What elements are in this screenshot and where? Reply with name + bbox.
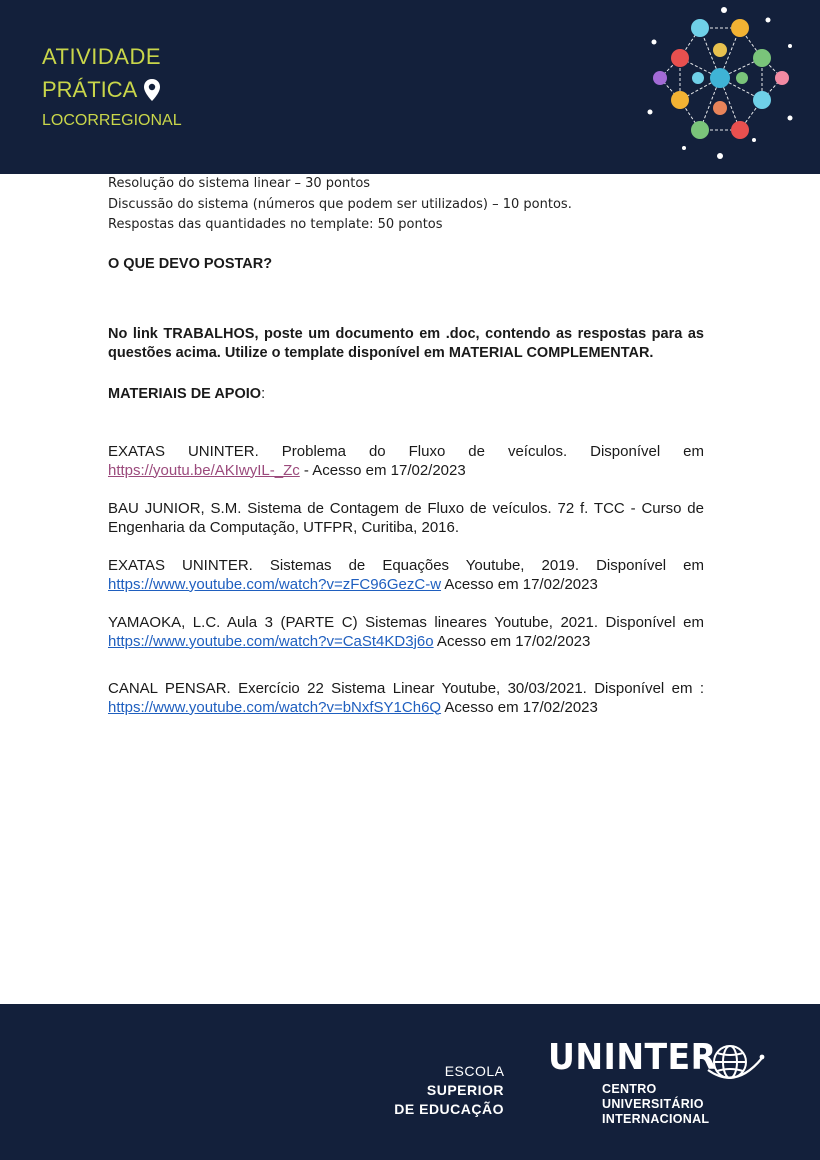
reference-entry	[108, 499, 704, 537]
location-pin-icon	[143, 78, 161, 102]
subtitle-line-1: CENTRO	[602, 1082, 657, 1096]
school-word-educacao: DE EDUCAÇÃO	[394, 1101, 504, 1118]
reference-entry	[108, 679, 704, 717]
reference-text: EXATAS UNINTER. Problema do Fluxo de veículos. Disponível em	[108, 442, 704, 460]
reference-access: Acesso em 17/02/2023	[441, 698, 598, 716]
reference-link[interactable]: https://www.youtube.com/watch?v=zFC96GezC-w	[108, 575, 442, 593]
reference-entry	[108, 613, 704, 651]
header-banner	[0, 0, 820, 174]
reference-text: EXATAS UNINTER. Sistemas de Equações Youtube, 2019. Disponível em	[108, 556, 704, 574]
reference-text: YAMAOKA, L.C. Aula 3 (PARTE C) Sistemas lineares Youtube, 2021. Disponível em	[108, 613, 704, 631]
brand-line-3: LOCORREGIONAL	[42, 112, 182, 129]
social-network-illustration	[640, 0, 820, 174]
subtitle-line-3: INTERNACIONAL	[602, 1112, 710, 1126]
school-line-1	[366, 1062, 504, 1100]
page-content	[108, 176, 704, 717]
subtitle-line-2: UNIVERSITÁRIO	[602, 1097, 704, 1111]
school-name	[366, 1062, 504, 1120]
uninter-logo	[548, 1037, 731, 1078]
uninter-wordmark: UNINTER	[548, 1037, 717, 1078]
reference-access: Acesso em 17/02/2023	[433, 632, 591, 650]
support-heading-colon: :	[261, 385, 266, 402]
grading-criteria	[108, 174, 704, 236]
what-to-post-heading: O QUE DEVO POSTAR?	[108, 255, 273, 272]
reference-access: - Acesso em 17/02/2023	[299, 461, 466, 479]
reference-link[interactable]: https://www.youtube.com/watch?v=CaSt4KD3j6o	[108, 632, 434, 650]
school-line-2	[366, 1100, 504, 1119]
school-word-superior: SUPERIOR	[426, 1082, 504, 1099]
support-materials-heading	[108, 386, 704, 402]
criteria-item: Discussão do sistema (números que podem ser utilizados) – 10 pontos.	[108, 196, 572, 212]
support-materials-title: MATERIAIS DE APOIO	[108, 385, 262, 402]
reference-access: Acesso em 17/02/2023	[441, 575, 598, 593]
brand-line-1: ATIVIDADE	[42, 44, 162, 69]
activity-brand	[42, 46, 182, 129]
reference-link[interactable]: https://www.youtube.com/watch?v=bNxfSY1Ch6Q	[108, 698, 442, 716]
criteria-item: Respostas das quantidades no template: 50 pontos	[108, 217, 443, 232]
brand-line-2	[42, 78, 182, 102]
reference-entry	[108, 556, 704, 594]
reference-entry	[108, 442, 704, 480]
school-word-escola: ESCOLA	[444, 1063, 504, 1079]
reference-text: BAU JUNIOR, S.M. Sistema de Contagem de Fluxo de veículos. 72 f. TCC - Curso de Engenharia da Computação, UTFPR, Curitiba, 2016.	[108, 499, 704, 536]
post-instructions: No link TRABALHOS, poste um documento em .doc, contendo as respostas para as questões acima. Utilize o template disponível em MATERIAL COMPLEMENTAR.	[108, 325, 704, 361]
reference-text: CANAL PENSAR. Exercício 22 Sistema Linear Youtube, 30/03/2021. Disponível em :	[108, 679, 704, 697]
criteria-item: Resolução do sistema linear – 30 pontos	[108, 176, 371, 191]
uninter-subtitle	[602, 1082, 709, 1127]
brand-line-2-text: PRÁTICA	[42, 77, 138, 102]
reference-link[interactable]: https://youtu.be/AKIwyIL-_Zc	[108, 461, 300, 479]
globe-icon	[706, 1040, 766, 1086]
